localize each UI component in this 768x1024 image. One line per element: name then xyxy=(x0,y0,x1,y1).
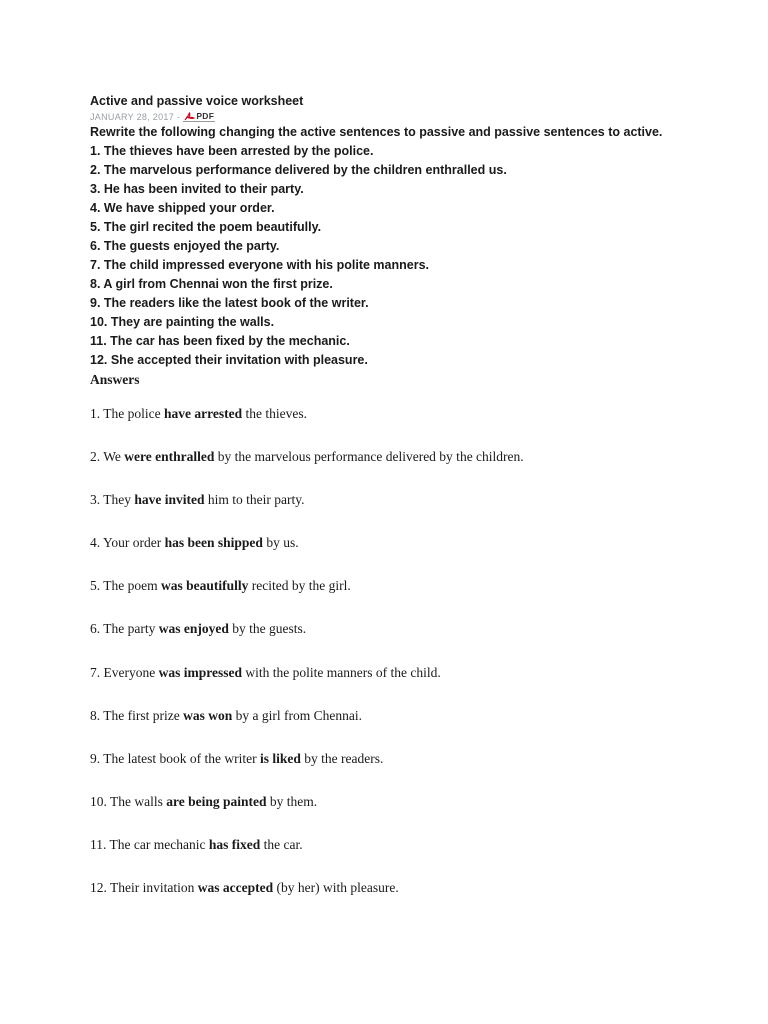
question-item: 6. The guests enjoyed the party. xyxy=(90,239,280,253)
answer-text: by us. xyxy=(262,535,299,551)
questions-section xyxy=(90,123,750,370)
post-meta xyxy=(90,110,750,123)
answer-item xyxy=(90,576,750,595)
pdf-label: PDF xyxy=(196,111,215,121)
instruction-text: Rewrite the following changing the active sentences to passive and passive sentences to active. xyxy=(90,125,663,139)
answer-text: 2. We xyxy=(90,449,125,465)
answer-text: by the readers. xyxy=(300,750,384,766)
answer-text: 1. The police xyxy=(90,406,164,421)
answer-item xyxy=(90,533,750,552)
answer-text: 10. The walls xyxy=(90,793,167,809)
answer-verb: has been shipped xyxy=(164,535,263,551)
answer-list xyxy=(90,404,750,897)
question-item: 5. The girl recited the poem beautifully. xyxy=(90,220,322,234)
answer-verb: was beautifully xyxy=(161,578,249,594)
answer-verb: have invited xyxy=(134,492,205,508)
answer-verb: are being painted xyxy=(166,793,267,809)
question-item: 9. The readers like the latest book of the writer. xyxy=(90,296,369,310)
answer-item xyxy=(90,835,750,854)
answer-item xyxy=(90,878,750,897)
question-list xyxy=(90,142,750,370)
answer-verb: was won xyxy=(183,707,233,723)
question-item: 10. They are painting the walls. xyxy=(90,315,275,329)
answer-item xyxy=(90,663,750,682)
worksheet-page xyxy=(90,93,750,921)
answer-text: 9. The latest book of the writer xyxy=(90,750,260,766)
answer-verb: is liked xyxy=(259,750,301,766)
answer-item xyxy=(90,490,750,509)
post-date: JANUARY 28, 2017 xyxy=(90,111,175,122)
answer-item xyxy=(90,404,750,423)
answer-text: (by her) with pleasure. xyxy=(273,880,399,896)
page-title: Active and passive voice worksheet xyxy=(90,94,304,108)
answer-text: 3. They xyxy=(90,492,135,508)
question-item: 12. She accepted their invitation with pleasure. xyxy=(90,353,368,367)
answer-text: 6. The party xyxy=(90,621,159,637)
answer-verb: was enjoyed xyxy=(158,621,229,637)
answer-text: 7. Everyone xyxy=(90,664,159,680)
answer-item xyxy=(90,706,750,725)
answer-item xyxy=(90,792,750,811)
answer-text: by a girl from Chennai. xyxy=(232,707,362,723)
answer-text: him to their party. xyxy=(204,492,305,508)
pdf-icon xyxy=(184,112,195,121)
answer-text: 12. Their invitation xyxy=(90,880,198,896)
question-item: 8. A girl from Chennai won the first prize. xyxy=(90,277,333,291)
answers-heading: Answers xyxy=(90,372,140,387)
question-item: 11. The car has been fixed by the mechanic. xyxy=(90,334,350,348)
answer-verb: was accepted xyxy=(197,880,274,896)
answer-text: the thieves. xyxy=(242,406,307,421)
answer-verb: has fixed xyxy=(208,836,261,852)
meta-separator: - xyxy=(177,111,181,122)
answer-text: 11. The car mechanic xyxy=(90,836,209,852)
answer-text: by the marvelous performance delivered by the children. xyxy=(214,449,524,465)
answer-verb: have arrested xyxy=(163,406,243,421)
answer-verb: was impressed xyxy=(158,664,242,680)
answer-text: recited by the girl. xyxy=(248,578,351,594)
question-item: 3. He has been invited to their party. xyxy=(90,182,304,196)
answer-text: the car. xyxy=(260,836,303,852)
answer-text: with the polite manners of the child. xyxy=(242,664,441,680)
question-item: 4. We have shipped your order. xyxy=(90,201,275,215)
answer-text: 5. The poem xyxy=(90,578,161,594)
answer-text: by the guests. xyxy=(228,621,307,637)
answer-text: 4. Your order xyxy=(90,535,165,551)
answer-item xyxy=(90,619,750,638)
answer-item xyxy=(90,749,750,768)
question-item: 1. The thieves have been arrested by the police. xyxy=(90,144,374,158)
pdf-link[interactable] xyxy=(183,111,215,122)
answer-text: by them. xyxy=(266,793,318,809)
question-item: 7. The child impressed everyone with his polite manners. xyxy=(90,258,429,272)
answer-verb: were enthralled xyxy=(124,449,215,465)
answer-item xyxy=(90,447,750,466)
answer-text: 8. The first prize xyxy=(90,707,184,723)
question-item: 2. The marvelous performance delivered by the children enthralled us. xyxy=(90,163,507,177)
